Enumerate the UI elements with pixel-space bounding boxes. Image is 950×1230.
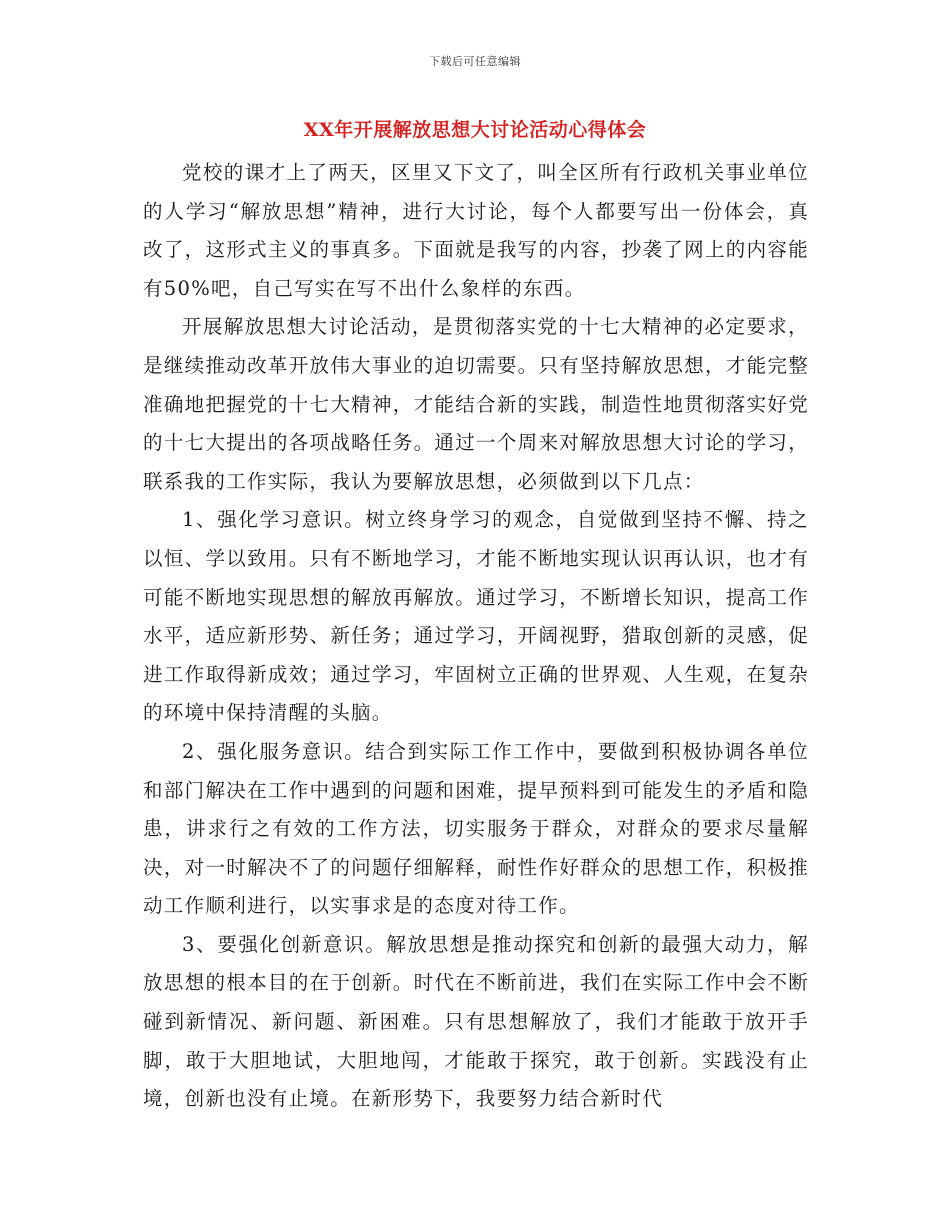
document-title: XX年开展解放思想大讨论活动心得体会	[303, 119, 647, 141]
paragraph-intro: 党校的课才上了两天，区里又下文了，叫全区所有行政机关事业单位的人学习“解放思想”精神，进行大讨论，每个人都要写出一份体会，真改了，这形式主义的事真多。下面就是我写的内容，抄袭了网上的内容能有50%吧，自己写实在写不出什么象样的东西。	[143, 161, 809, 300]
paragraph-point-innovation: 3、要强化创新意识。解放思想是推动探究和创新的最强大动力，解放思想的根本目的在于创新。时代在不断前进，我们在实际工作中会不断碰到新情况、新问题、新困难。只有思想解放了，我们才能敢于放开手脚，敢于大胆地试，大胆地闯，才能敢于探究，敢于创新。实践没有止境，创新也没有止境。在新形势下，我要努力结合新时代	[143, 932, 809, 1111]
paragraph-overview: 开展解放思想大讨论活动，是贯彻落实党的十七大精神的必定要求，是继续推动改革开放伟大事业的迫切需要。只有坚持解放思想，才能完整准确地把握党的十七大精神，才能结合新的实践，制造性地贯彻落实好党的十七大提出的各项战略任务。通过一个周来对解放思想大讨论的学习，联系我的工作实际，我认为要解放思想，必须做到以下几点：	[143, 315, 809, 493]
page-header-note: 下载后可任意编辑	[429, 55, 521, 68]
document-body	[143, 154, 809, 1119]
paragraph-point-learning: 1、强化学习意识。树立终身学习的观念，自觉做到坚持不懈、持之以恒、学以致用。只有不断地学习，才能不断地实现认识再认识，也才有可能不断地实现思想的解放再解放。通过学习，不断增长知识，提高工作水平，适应新形势、新任务；通过学习，开阔视野，猎取创新的灵感，促进工作取得新成效；通过学习，牢固树立正确的世界观、人生观，在复杂的环境中保持清醒的头脑。	[143, 508, 809, 725]
paragraph-point-service: 2、强化服务意识。结合到实际工作工作中，要做到积极协调各单位和部门解决在工作中遇到的问题和困难，提早预料到可能发生的矛盾和隐患，讲求行之有效的工作方法，切实服务于群众，对群众的要求尽量解决，对一时解决不了的问题仔细解释，耐性作好群众的思想工作，积极推动工作顺利进行，以实事求是的态度对待工作。	[143, 739, 809, 918]
